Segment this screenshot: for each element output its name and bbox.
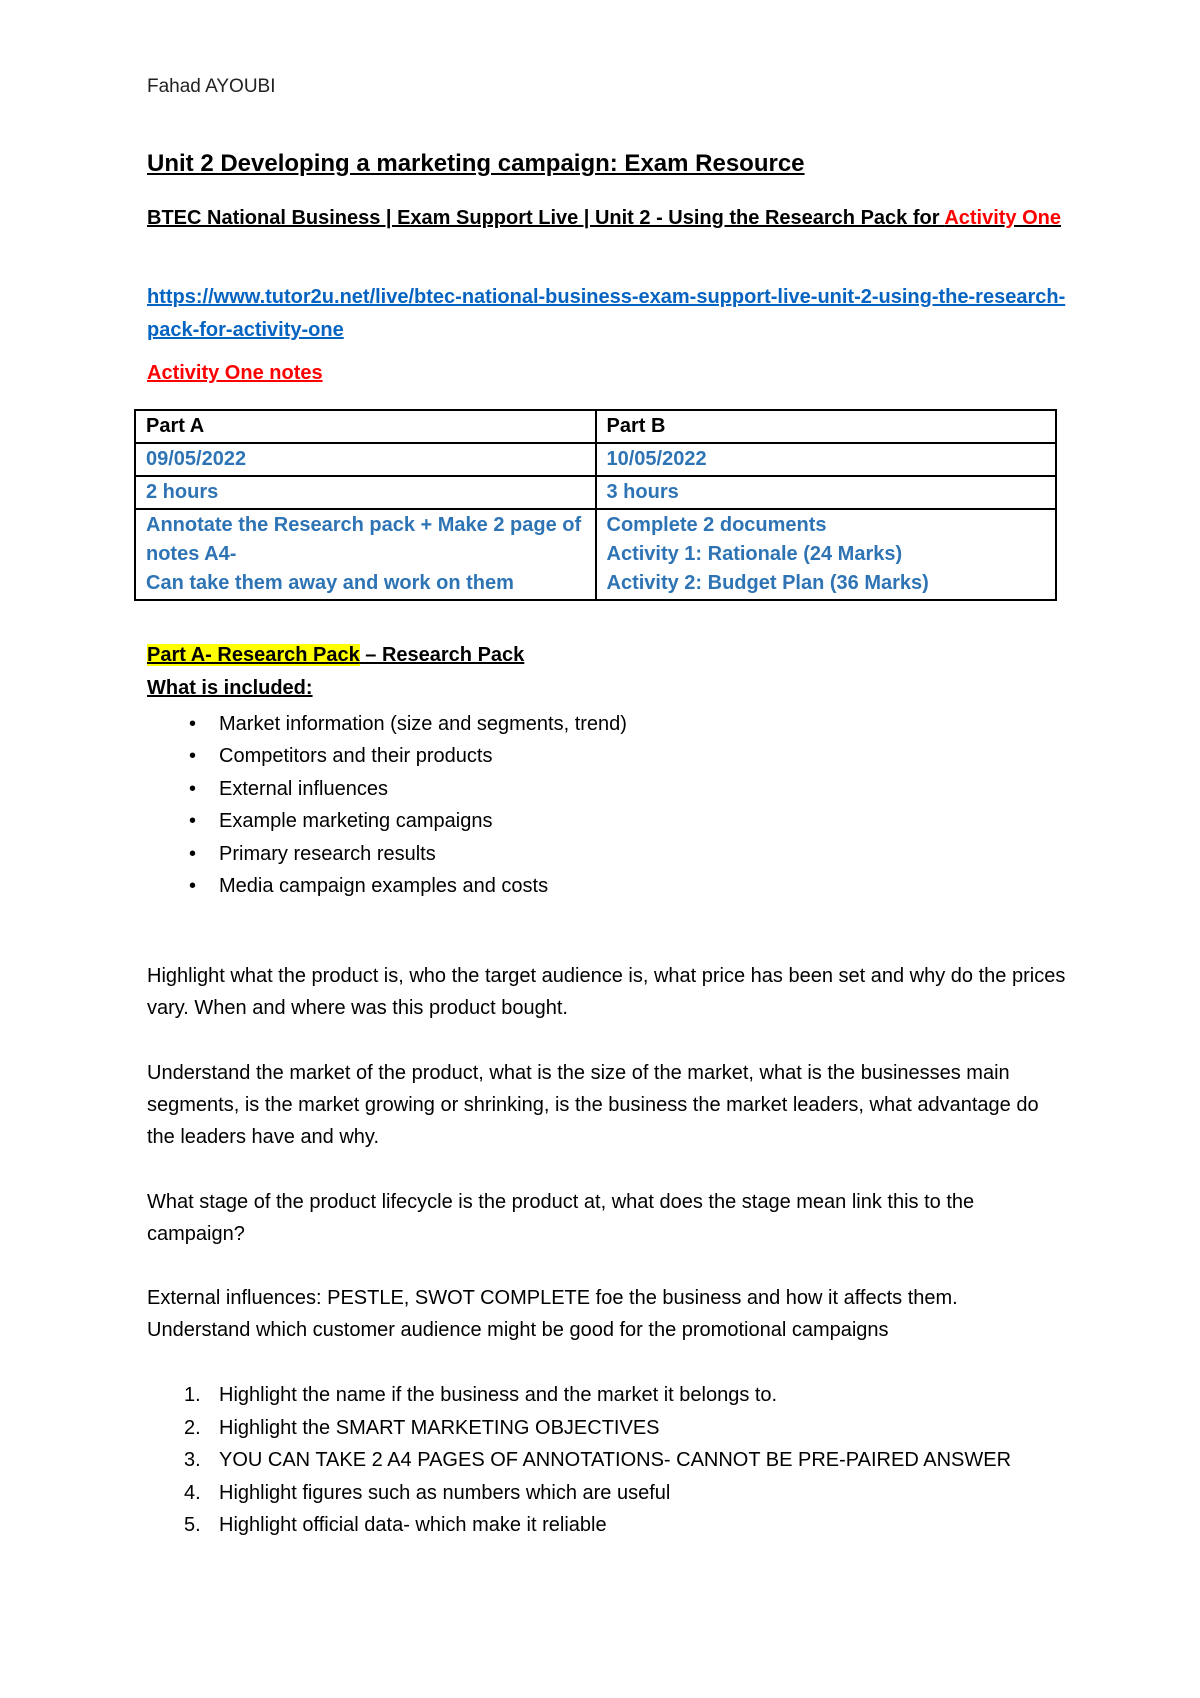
part-b-detail-line: Activity 2: Budget Plan (36 Marks) xyxy=(606,572,929,594)
list-item-text: Market information (size and segments, trend) xyxy=(219,713,627,735)
part-b-heading: Part B xyxy=(596,410,1057,443)
bullet-icon: • xyxy=(189,842,197,865)
part-a-heading-rest: – Research Pack xyxy=(359,644,525,666)
part-a-date: 09/05/2022 xyxy=(135,443,596,476)
part-a-duration: 2 hours xyxy=(135,476,596,509)
paragraph-external xyxy=(147,1282,1067,1346)
part-a-detail-line: Annotate the Research pack + Make 2 page of notes A4- xyxy=(146,514,582,565)
list-item-text: Highlight figures such as numbers which are useful xyxy=(219,1481,671,1504)
list-item-text: Highlight the name if the business and the market it belongs to. xyxy=(219,1384,778,1406)
bullet-icon: • xyxy=(189,713,197,735)
subtitle-text: BTEC National Business | Exam Support Live | Unit 2 - Using the Research Pack for xyxy=(147,207,945,229)
bullet-icon: • xyxy=(189,810,197,833)
list-number: 3. xyxy=(184,1449,201,1472)
document-subtitle xyxy=(147,202,1067,235)
list-item xyxy=(147,1412,1011,1445)
table-row xyxy=(135,476,1056,509)
part-a-detail-line: Can take them away and work on them xyxy=(146,572,514,594)
list-item-text: Competitors and their products xyxy=(219,745,493,768)
list-item xyxy=(147,1509,1011,1542)
subtitle-highlight: Activity One xyxy=(944,207,1062,229)
part-a-heading: Part A xyxy=(135,410,596,443)
bullet-icon: • xyxy=(189,745,197,768)
part-b-detail-line: Activity 1: Rationale (24 Marks) xyxy=(606,543,903,565)
part-a-section-heading xyxy=(147,644,524,667)
list-item xyxy=(147,1444,1011,1477)
part-a-details xyxy=(135,509,596,600)
list-item-text: External influences xyxy=(219,777,388,800)
parts-table xyxy=(134,409,1057,601)
list-item-text: Highlight official data- which make it reliable xyxy=(219,1514,607,1537)
paragraph-line: Understand which customer audience might be good for the promotional campaigns xyxy=(147,1319,889,1341)
included-list xyxy=(147,708,627,902)
list-number: 5. xyxy=(184,1514,201,1537)
paragraph-market: Understand the market of the product, what is the size of the market, what is the businesses main segments, is the market growing or shrinking, is the business the market leaders, what advantage do the leaders have and why. xyxy=(147,1062,1039,1148)
list-item xyxy=(147,838,627,870)
paragraph-lifecycle: What stage of the product lifecycle is the product at, what does the stage mean link this to the campaign? xyxy=(147,1191,975,1245)
list-item xyxy=(147,740,627,772)
list-item xyxy=(147,773,627,805)
table-row xyxy=(135,410,1056,443)
list-item xyxy=(147,805,627,837)
bullet-icon: • xyxy=(189,777,197,800)
document-title: Unit 2 Developing a marketing campaign: Exam Resource xyxy=(147,150,805,177)
list-item-text: YOU CAN TAKE 2 A4 PAGES OF ANNOTATIONS- CANNOT BE PRE-PAIRED ANSWER xyxy=(219,1449,1012,1472)
list-item-text: Primary research results xyxy=(219,842,436,865)
part-b-detail-line: Complete 2 documents xyxy=(606,514,827,536)
list-item xyxy=(147,1379,1011,1412)
list-number: 2. xyxy=(184,1416,201,1439)
list-item xyxy=(147,708,627,740)
list-item-text: Media campaign examples and costs xyxy=(219,874,549,897)
table-row xyxy=(135,509,1056,600)
part-b-duration: 3 hours xyxy=(596,476,1057,509)
paragraph-product: Highlight what the product is, who the target audience is, what price has been set and why do the prices vary. When and where was this product bought. xyxy=(147,965,1066,1019)
steps-list xyxy=(147,1379,1011,1542)
page-header-author: Fahad AYOUBI xyxy=(147,76,276,97)
part-b-details xyxy=(596,509,1057,600)
what-is-included-label: What is included: xyxy=(147,677,313,699)
list-item-text: Example marketing campaigns xyxy=(219,810,493,833)
resource-link[interactable]: https://www.tutor2u.net/live/btec-national-business-exam-support-live-unit-2-using-the-research-pack-for-activity-one xyxy=(147,286,1066,341)
list-item xyxy=(147,870,627,902)
activity-notes-heading: Activity One notes xyxy=(147,362,323,384)
list-item-text: Highlight the SMART MARKETING OBJECTIVES xyxy=(219,1416,660,1439)
part-a-heading-highlight: Part A- Research Pack xyxy=(147,644,360,666)
list-number: 4. xyxy=(184,1481,201,1504)
list-number: 1. xyxy=(184,1384,201,1406)
list-item xyxy=(147,1477,1011,1510)
paragraph-line: External influences: PESTLE, SWOT COMPLETE foe the business and how it affects them. xyxy=(147,1287,958,1309)
part-b-date: 10/05/2022 xyxy=(596,443,1057,476)
bullet-icon: • xyxy=(189,874,197,897)
table-row xyxy=(135,443,1056,476)
